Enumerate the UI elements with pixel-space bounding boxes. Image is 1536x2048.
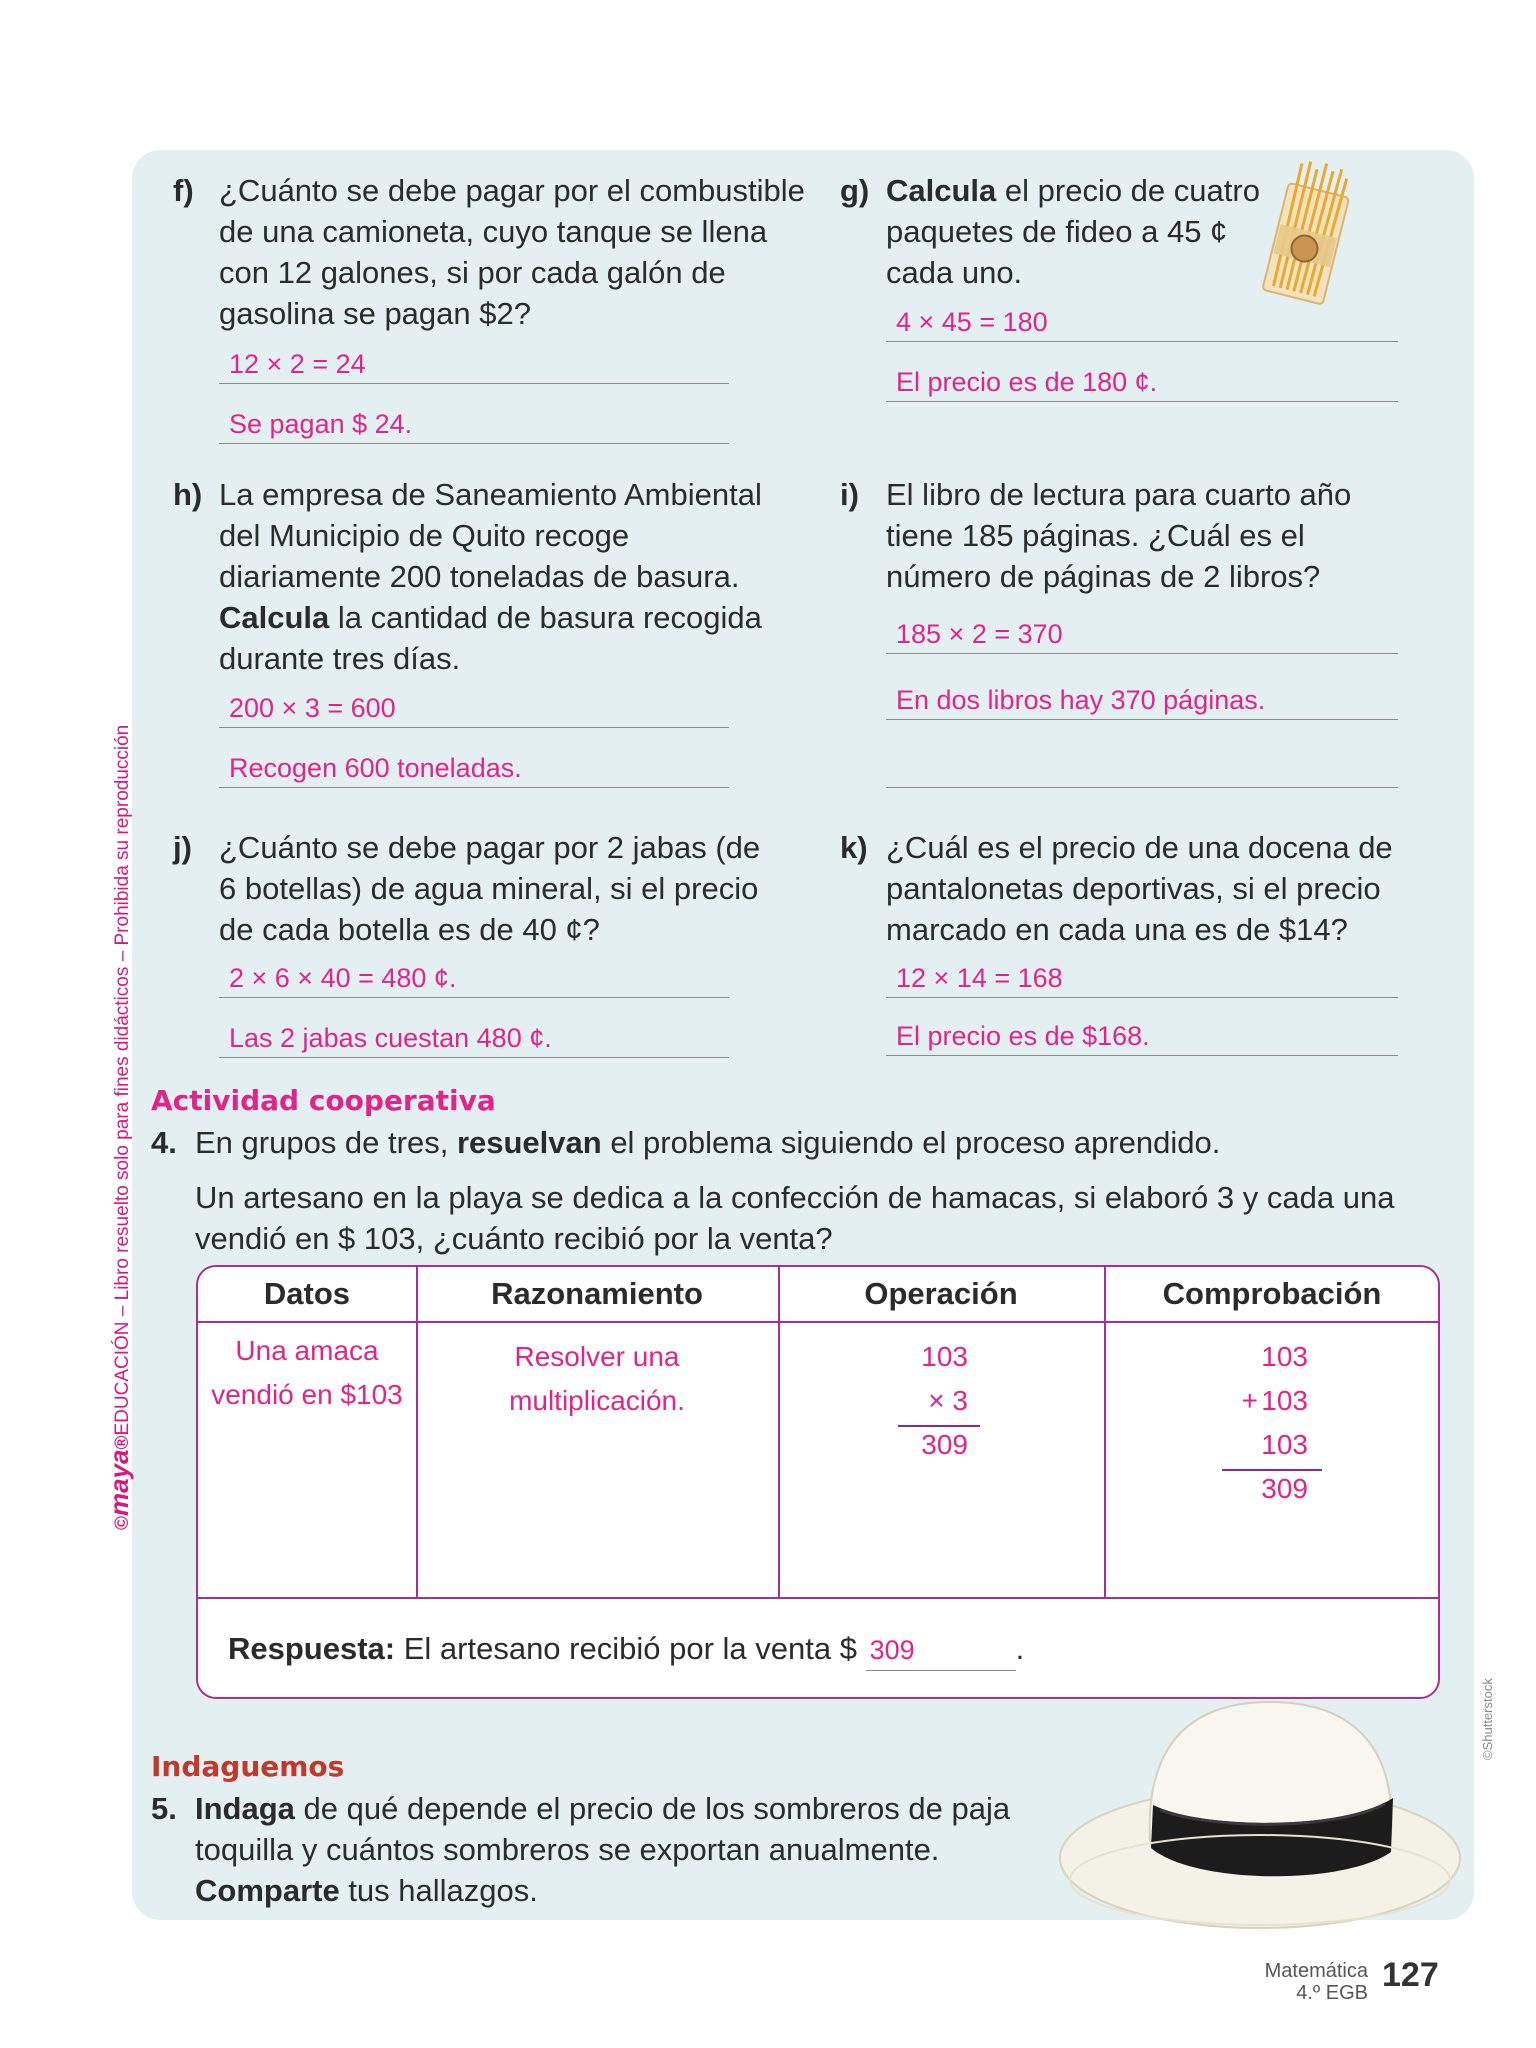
answer-f-sentence[interactable]: Se pagan $ 24. bbox=[219, 404, 729, 444]
answer-i-operation[interactable]: 185 × 2 = 370 bbox=[886, 614, 1398, 654]
answer-j-operation[interactable]: 2 × 6 × 40 = 480 ¢. bbox=[219, 958, 729, 998]
section-title-cooperativa: Actividad cooperativa bbox=[151, 1084, 496, 1117]
answer-sentence: Respuesta: El artesano recibió por la venta $ 309 . bbox=[228, 1629, 1024, 1671]
answer-k-operation[interactable]: 12 × 14 = 168 bbox=[886, 958, 1398, 998]
problem-f: f) ¿Cuánto se debe pagar por el combustible de una camioneta, cuyo tanque se llena con 12 galones, si por cada galón de gasolina se pagan $2? bbox=[173, 173, 805, 331]
page-number: 127 bbox=[1382, 1956, 1439, 1994]
datos-cell[interactable]: Una amaca vendió en $103 bbox=[211, 1335, 403, 1410]
header-operacion: Operación bbox=[864, 1276, 1018, 1311]
answer-f-operation[interactable]: 12 × 2 = 24 bbox=[219, 344, 729, 384]
section-title-indaguemos: Indaguemos bbox=[151, 1750, 345, 1783]
answer-value[interactable]: 309 bbox=[866, 1630, 1016, 1671]
solution-table bbox=[196, 1265, 1440, 1699]
answer-g-operation[interactable]: 4 × 45 = 180 bbox=[886, 302, 1398, 342]
operation-factor-b[interactable]: × 3 bbox=[928, 1385, 968, 1416]
problem-j: j) ¿Cuánto se debe pagar por 2 jabas (de 6 botellas) de agua mineral, si el precio de cada botella es de 40 ¢? bbox=[173, 830, 761, 947]
razonamiento-cell[interactable]: Resolver una multiplicación. bbox=[509, 1341, 685, 1416]
answer-j-sentence[interactable]: Las 2 jabas cuestan 480 ¢. bbox=[219, 1018, 729, 1058]
column-divider bbox=[416, 1267, 418, 1597]
problem-i: i) El libro de lectura para cuarto año tiene 185 páginas. ¿Cuál es el número de páginas de 2 libros? bbox=[840, 477, 1352, 594]
copyright-sidebar: ©maya®EDUCACIÓN – Libro resuelto solo para fines didácticos – Prohibida su reproducción bbox=[104, 724, 134, 1530]
answer-divider bbox=[198, 1597, 1438, 1599]
header-razonamiento: Razonamiento bbox=[491, 1276, 703, 1311]
problem-h: h) La empresa de Saneamiento Ambiental del Municipio de Quito recoge diariamente 200 toneladas de basura. Calcula la cantidad de basura recogida durante tres días. bbox=[173, 477, 762, 676]
header-comprobacion: Comprobación bbox=[1162, 1276, 1382, 1311]
column-divider bbox=[778, 1267, 780, 1597]
activity-5-number: 5. bbox=[151, 1791, 177, 1826]
answer-k-sentence[interactable]: El precio es de $168. bbox=[886, 1016, 1398, 1056]
pasta-package-image bbox=[1255, 160, 1370, 310]
activity-4-number: 4. bbox=[151, 1125, 177, 1160]
header-datos: Datos bbox=[263, 1276, 351, 1311]
check-addend-c[interactable]: 103 bbox=[1261, 1429, 1308, 1460]
answer-g-sentence[interactable]: El precio es de 180 ¢. bbox=[886, 362, 1398, 402]
activity-4-intro: En grupos de tres, resuelvan el problema siguiendo el proceso aprendido. bbox=[195, 1125, 1221, 1160]
column-divider bbox=[1104, 1267, 1106, 1597]
check-addend-b[interactable]: 103 bbox=[1261, 1385, 1308, 1416]
check-addend-a[interactable]: 103 bbox=[1261, 1341, 1308, 1372]
footer-subject: Matemática 4.º EGB bbox=[1264, 1960, 1368, 2004]
answer-h-operation[interactable]: 200 × 3 = 600 bbox=[219, 688, 729, 728]
straw-hat-image bbox=[1055, 1680, 1475, 1950]
problem-g: g) Calcula el precio de cuatro paquetes de fideo a 45 ¢ cada uno. bbox=[840, 173, 1260, 290]
check-result[interactable]: 309 bbox=[1261, 1473, 1308, 1504]
answer-i-sentence[interactable]: En dos libros hay 370 páginas. bbox=[886, 680, 1398, 720]
answer-h-sentence[interactable]: Recogen 600 toneladas. bbox=[219, 748, 729, 788]
check-plus-sign: + bbox=[1241, 1385, 1258, 1416]
photo-credit: ©Shutterstock bbox=[1480, 1678, 1495, 1760]
header-divider bbox=[198, 1321, 1438, 1323]
problem-k: k) ¿Cuál es el precio de una docena de pantalonetas deportivas, si el precio marcado en cada una es de $14? bbox=[840, 830, 1393, 947]
operation-result[interactable]: 309 bbox=[921, 1429, 968, 1460]
activity-5-text: Indaga de qué depende el precio de los sombreros de paja toquilla y cuántos sombreros se exportan anualmente. Comparte tus hallazgos. bbox=[195, 1791, 1011, 1908]
activity-4-problem: Un artesano en la playa se dedica a la confección de hamacas, si elaboró 3 y cada una vendió en $ 103, ¿cuánto recibió por la venta? bbox=[195, 1180, 1395, 1256]
answer-i-blank[interactable] bbox=[886, 748, 1398, 788]
operation-factor-a[interactable]: 103 bbox=[921, 1341, 968, 1372]
